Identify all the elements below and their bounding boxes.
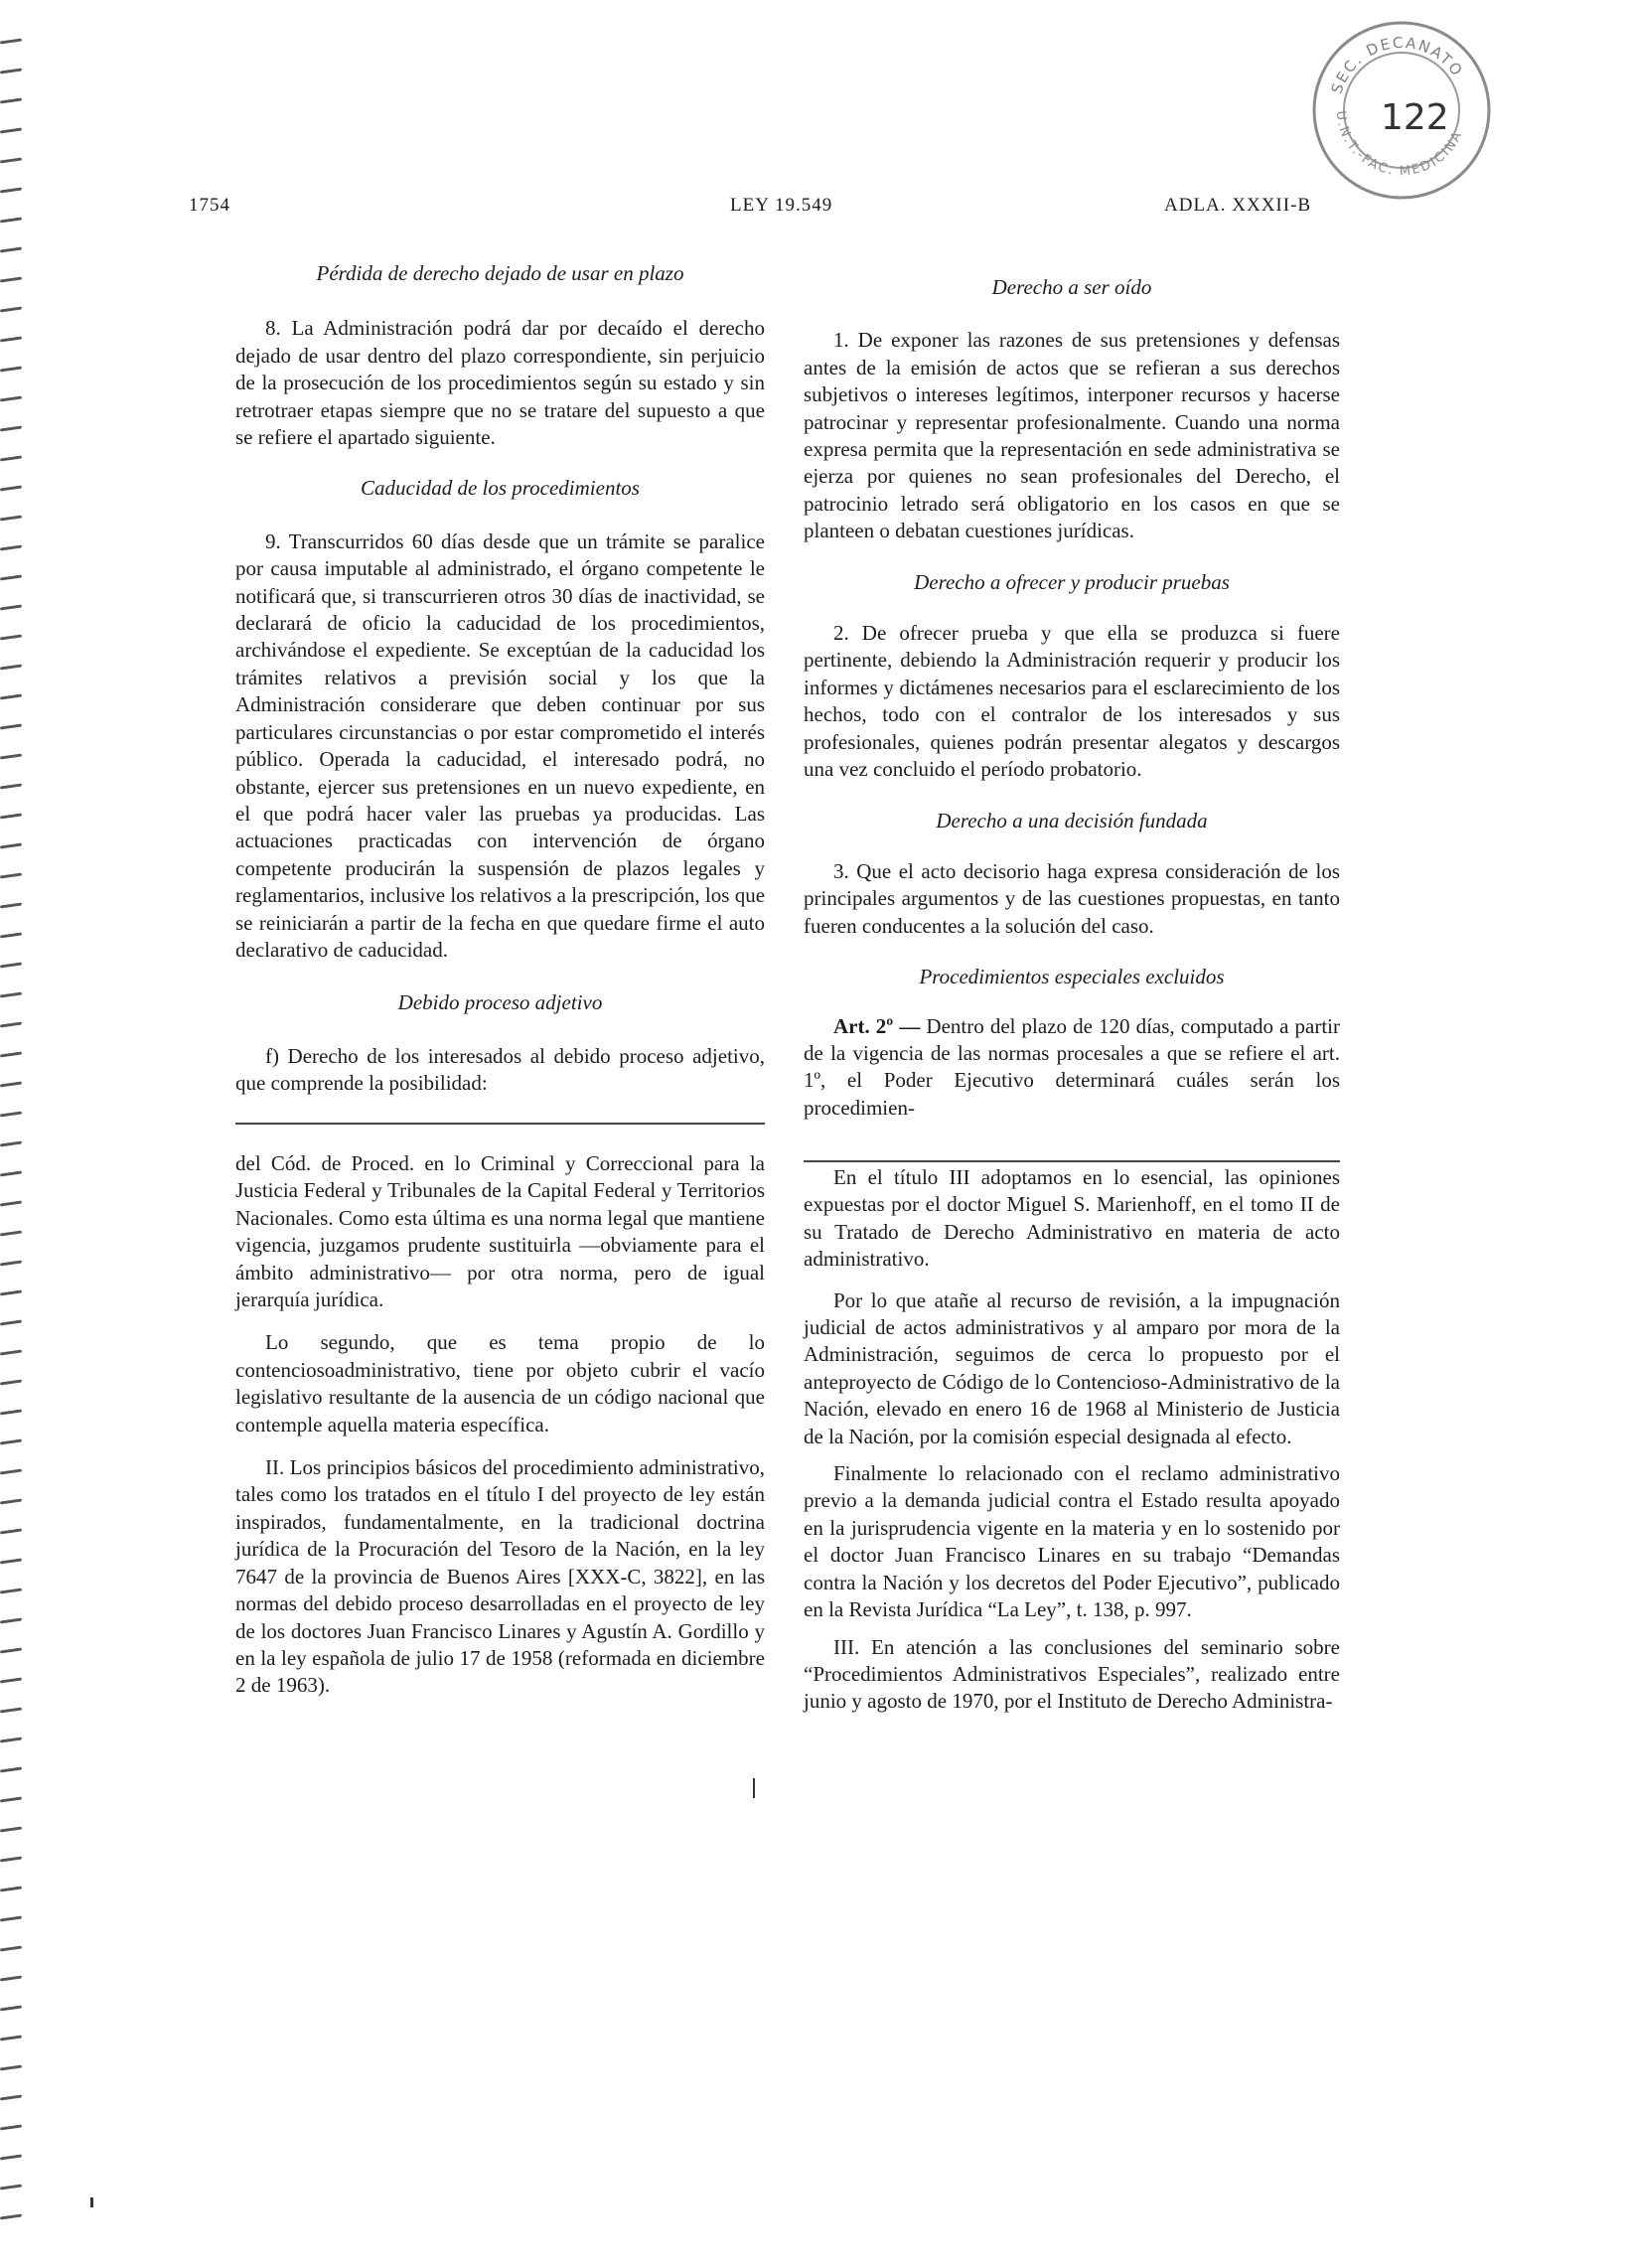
heading-perdida-derecho: Pérdida de derecho dejado de usar en plazo — [316, 261, 684, 285]
law-title: LEY 19.549 — [730, 195, 833, 216]
binding-mark — [0, 1826, 22, 1832]
binding-mark — [0, 693, 22, 699]
article-2-text: Dentro del plazo de 120 días, computado a partir de la vigencia de las normas procesales a que se refiere el art. 1º, el Poder Ejecutivo determinará cuáles serán los procedimien- — [804, 1013, 1341, 1120]
binding-mark — [0, 2154, 22, 2160]
left-separator-rule — [235, 1123, 765, 1125]
binding-mark — [0, 1558, 22, 1564]
binding-mark — [0, 962, 22, 968]
binding-mark — [0, 2184, 22, 2190]
binding-mark — [0, 425, 22, 431]
binding-mark — [0, 2005, 22, 2011]
scan-mark — [90, 2197, 93, 2207]
paragraph-1: 1. De exponer las razones de sus pretensiones y defensas antes de la emisión de actos que se refieran a sus derechos subjetivos o intereses legítimos, interponer recursos y hacerse patrocinar y representar profesionalmente. Cuando una norma expresa permita que la representación en sede administrativa se ejerza por quienes no sean profesionales del Derecho, el patrocinio letrado será obligatorio en los casos en que se planteen o debatan cuestiones jurídicas. — [804, 328, 1340, 543]
binding-mark — [0, 783, 22, 789]
binding-mark — [0, 366, 22, 372]
paragraph-3: 3. Que el acto decisorio haga expresa consideración de los principales argumentos y de las cuestiones propuestas, en tanto fueren conducentes a la solución del caso. — [804, 858, 1340, 938]
heading-decision-fundada: Derecho a una decisión fundada — [936, 808, 1208, 832]
binding-mark — [0, 515, 22, 521]
paragraph-8: 8. La Administración podrá dar por decaído el derecho dejado de usar dentro del plazo correspondiente, sin perjuicio de la prosecución de los procedimientos según su estado y sin retrotraer etapas siempre que no se tratare del supuesto a que se refiere el apartado siguiente. — [235, 316, 765, 450]
binding-mark — [0, 1528, 22, 1534]
binding-mark — [0, 1945, 22, 1951]
binding-mark — [0, 544, 22, 550]
binding-mark — [0, 604, 22, 610]
scan-mark — [753, 1778, 755, 1798]
binding-mark — [0, 1200, 22, 1206]
binding-mark — [0, 1170, 22, 1176]
binding-mark — [0, 634, 22, 640]
binding-mark — [0, 932, 22, 938]
stamp-handwritten-number: 122 — [1381, 97, 1449, 138]
binding-mark — [0, 574, 22, 580]
binding-mark — [0, 902, 22, 908]
left-column — [235, 260, 765, 1098]
note-right-3: Finalmente lo relacionado con el reclamo administrativo previo a la demanda judicial contra el Estado resulta apoyado en la jurisprudencia vigente en la materia y en lo sostenido por el doctor Juan Francisco Linares en su trabajo “Demandas contra la Nación y los decretos del Poder Ejecutivo”, publicado en la Revista Jurídica “La Ley”, t. 138, p. 997. — [804, 1461, 1340, 1622]
binding-mark — [0, 2124, 22, 2130]
binding-mark — [0, 306, 22, 312]
binding-mark — [0, 217, 22, 223]
binding-mark — [0, 1707, 22, 1713]
binding-mark — [0, 1409, 22, 1415]
binding-mark — [0, 1677, 22, 1683]
left-notes-column — [235, 1150, 765, 1700]
binding-mark — [0, 1647, 22, 1653]
right-column — [804, 274, 1340, 1122]
binding-mark — [0, 1140, 22, 1146]
binding-mark — [0, 38, 22, 44]
binding-mark — [0, 2064, 22, 2070]
binding-mark — [0, 1975, 22, 1981]
binding-mark — [0, 1230, 22, 1236]
binding-mark — [0, 1289, 22, 1295]
binding-mark — [0, 2035, 22, 2041]
note-right-2: Por lo que atañe al recurso de revisión, a la impugnación judicial de actos administrativos y al amparo por mora de la Administración, seguimos de cerca lo propuesto por el anteproyecto de Código de lo Contencioso-Administrativo de la Nación, elevado en enero 16 de 1968 al Ministerio de Justicia de la Nación, por la comisión especial designada al efecto. — [804, 1287, 1340, 1448]
binding-mark — [0, 842, 22, 848]
heading-caducidad: Caducidad de los procedimientos — [361, 476, 640, 501]
binding-mark — [0, 723, 22, 729]
binding-mark — [0, 872, 22, 878]
binding-mark — [0, 1051, 22, 1057]
heading-debido-proceso: Debido proceso adjetivo — [397, 990, 603, 1015]
binding-mark — [0, 991, 22, 997]
binding-mark — [0, 1260, 22, 1266]
binding-mark — [0, 813, 22, 819]
binding-mark — [0, 1856, 22, 1862]
binding-mark — [0, 276, 22, 282]
binding-mark — [0, 1588, 22, 1593]
binding-mark — [0, 1468, 22, 1474]
paragraph-f: f) Derecho de los interesados al debido proceso adjetivo, que comprende la posibilidad: — [235, 1043, 765, 1096]
right-notes-column — [804, 1164, 1340, 1716]
binding-mark — [0, 1915, 22, 1921]
binding-mark — [0, 1796, 22, 1802]
binding-mark — [0, 455, 22, 461]
binding-mark — [0, 127, 22, 133]
page-header — [189, 195, 1480, 234]
note-left-2: Lo segundo, que es tema propio de lo contenciosoadministrativo, tiene por objeto cubrir el vacío legislativo resultante de la ausencia de un código nacional que contemple aquella materia específica. — [235, 1330, 765, 1436]
binding-mark — [0, 1737, 22, 1742]
paragraph-9: 9. Transcurridos 60 días desde que un trámite se paralice por causa imputable al administrado, el órgano competente le notificará que, si transcurrieren otros 30 días de inactividad, se declarará de oficio la caducidad de los procedimientos, archivándose el expediente. Se exceptúan de la caducidad los trámites relativos a previsión social y los que la Administración considerare que deben continuar por sus particulares circunstancias o por estar comprometido el interés público. Operada la caducidad, el interesado podrá, no obstante, ejercer sus pretensiones en un nuevo expediente, en el que podrá hacer valer las pruebas ya producidas. Las actuaciones practicadas con intervención de órgano competente producirán la suspensión de plazos legales y reglamentarios, inclusive los relativos a la prescripción, los que se reiniciarán a partir de la fecha en que quedare firme el auto declarativo de caducidad. — [235, 529, 766, 962]
heading-derecho-ser-oido: Derecho a ser oído — [991, 275, 1152, 299]
paragraph-2: 2. De ofrecer prueba y que ella se produzca si fuere pertinente, debiendo la Administración requerir y producir los informes y dictámenes necesarios para el esclarecimiento de los hechos, todo con el contralor de los interesados y sus profesionales, quienes podrán presentar alegatos y descargos una vez concluido el período probatorio. — [804, 621, 1340, 782]
binding-mark — [0, 1081, 22, 1087]
binding-mark — [0, 336, 22, 342]
binding-mark — [0, 246, 22, 252]
faculty-stamp — [1309, 18, 1494, 203]
binding-mark — [0, 1349, 22, 1355]
binding-mark — [0, 68, 22, 74]
article-2 — [804, 1013, 1340, 1123]
right-separator-rule — [804, 1160, 1340, 1162]
heading-procedimientos-excluidos: Procedimientos especiales excluidos — [919, 965, 1225, 989]
binding-mark — [0, 1886, 22, 1891]
binding-mark — [0, 1438, 22, 1444]
binding-mark — [0, 157, 22, 163]
collection-ref: ADLA. XXXII-B — [1164, 195, 1312, 216]
binding-mark — [0, 485, 22, 491]
binding-mark — [0, 1766, 22, 1772]
binding-mark — [0, 395, 22, 401]
stamp-top-text: SEC. DECANATO — [1327, 33, 1467, 96]
binding-mark — [0, 1498, 22, 1504]
heading-derecho-pruebas: Derecho a ofrecer y producir pruebas — [914, 569, 1230, 594]
ring-binding — [0, 0, 28, 2268]
note-right-1: En el título III adoptamos en lo esencial, las opiniones expuestas por el doctor Miguel S. Marienhoff, en el tomo II de su Tratado de Derecho Administrativo en materia de acto administrativo. — [804, 1165, 1340, 1272]
binding-mark — [0, 1111, 22, 1117]
binding-mark — [0, 664, 22, 670]
note-left-3: II. Los principios básicos del procedimiento administrativo, tales como los tratados en el título I del proyecto de ley están inspirados, fundamentalmente, en la tradicional doctrina jurídica de la Procuración del Tesoro de la Nación, en la ley 7647 de la provincia de Buenos Aires [XXX-C, 3822], en las normas del debido proceso desarrolladas en el proyecto de ley de los doctores Juan Francisco Linares y Agustín A. Gordillo y en la ley española de julio 17 de 1958 (reformada en diciembre 2 de 1963). — [235, 1455, 765, 1698]
binding-mark — [0, 2213, 22, 2219]
binding-mark — [0, 1319, 22, 1325]
binding-mark — [0, 1617, 22, 1623]
binding-mark — [0, 1021, 22, 1027]
note-right-4: III. En atención a las conclusiones del seminario sobre “Procedimientos Administrativos Especiales”, realizado entre junio y agosto de 1970, por el Instituto de Derecho Administra- — [804, 1634, 1340, 1714]
binding-mark — [0, 97, 22, 103]
binding-mark — [0, 187, 22, 193]
binding-mark — [0, 1379, 22, 1385]
page-number: 1754 — [189, 195, 230, 216]
article-2-label: Art. 2º — — [833, 1013, 921, 1038]
binding-mark — [0, 753, 22, 759]
note-left-1: del Cód. de Proced. en lo Criminal y Correccional para la Justicia Federal y Tribunales de la Capital Federal y Territorios Nacionales. Como esta última es una norma legal que mantiene vigencia, juzgamos prudente sustituirla —obviamente para el ámbito administrativo— por otra norma, pero de igual jerarquía jurídica. — [235, 1151, 765, 1312]
stamp-side-text: U.N.T.-FAC. MEDICINA — [1332, 109, 1466, 180]
binding-mark — [0, 2094, 22, 2100]
